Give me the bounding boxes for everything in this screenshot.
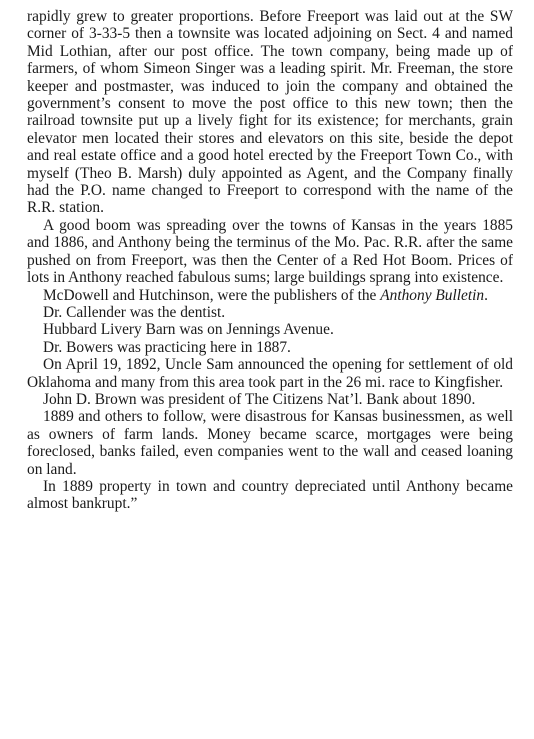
paragraph-livery-barn: Hubbard Livery Barn was on Jennings Avenue.	[43, 321, 334, 339]
paragraph-dentist: Dr. Callender was the dentist.	[43, 303, 226, 321]
paragraph-kansas-boom: A good boom was spreading over the towns of Kansas in the years 1885 and 1886, and Anthony being the terminus of the Mo. Pac. R.R. after the same pushed on from Freeport, was then the Center of a Red Hot Boom. Prices of lots in Anthony reached fabulous sums; large buildings sprang into existence.	[27, 216, 513, 287]
publication-period: .	[484, 286, 488, 304]
paragraph-depreciation: In 1889 property in town and country depreciated until Anthony became almost bankrupt.”	[27, 477, 513, 513]
paragraph-publishers	[27, 287, 513, 304]
publishers-text: McDowell and Hutchinson, were the publishers of the	[43, 286, 381, 304]
paragraph-freeport-history: rapidly grew to greater proportions. Before Freeport was laid out at the SW corner of 3-33-5 then a townsite was located adjoining on Sect. 4 and named Mid Lothian, after our post office. The town company, being made up of farmers, of whom Simeon Singer was a leading spirit. Mr. Freeman, the store keeper and postmaster, was induced to join the company and obtained the government’s consent to move the post office to this new town; then the railroad townsite put up a lively fight for its existence; for merchants, grain elevator men located their stores and elevators on this site, beside the depot and real estate office and a good hotel erected by the Freeport Town Co., with myself (Theo B. Marsh) duly appointed as Agent, and the Company finally had the P.O. name changed to Freeport to correspond with the name of the R.R. station.	[27, 8, 513, 217]
publication-title: Anthony Bulletin	[380, 286, 485, 304]
paragraph-citizens-bank: John D. Brown was president of The Citizens Nat’l. Bank about 1890.	[43, 390, 476, 408]
paragraph-oklahoma-opening: On April 19, 1892, Uncle Sam announced the opening for settlement of old Oklahoma and many from this area took part in the 26 mi. race to Kingfisher.	[27, 356, 513, 391]
paragraph-disastrous-years: 1889 and others to follow, were disastrous for Kansas businessmen, as well as owners of farm lands. Money became scarce, mortgages were being foreclosed, banks failed, even companies went to the wall and ceased loaning on land.	[27, 408, 513, 478]
paragraph-dr-bowers: Dr. Bowers was practicing here in 1887.	[43, 338, 291, 356]
document-page	[27, 8, 513, 513]
